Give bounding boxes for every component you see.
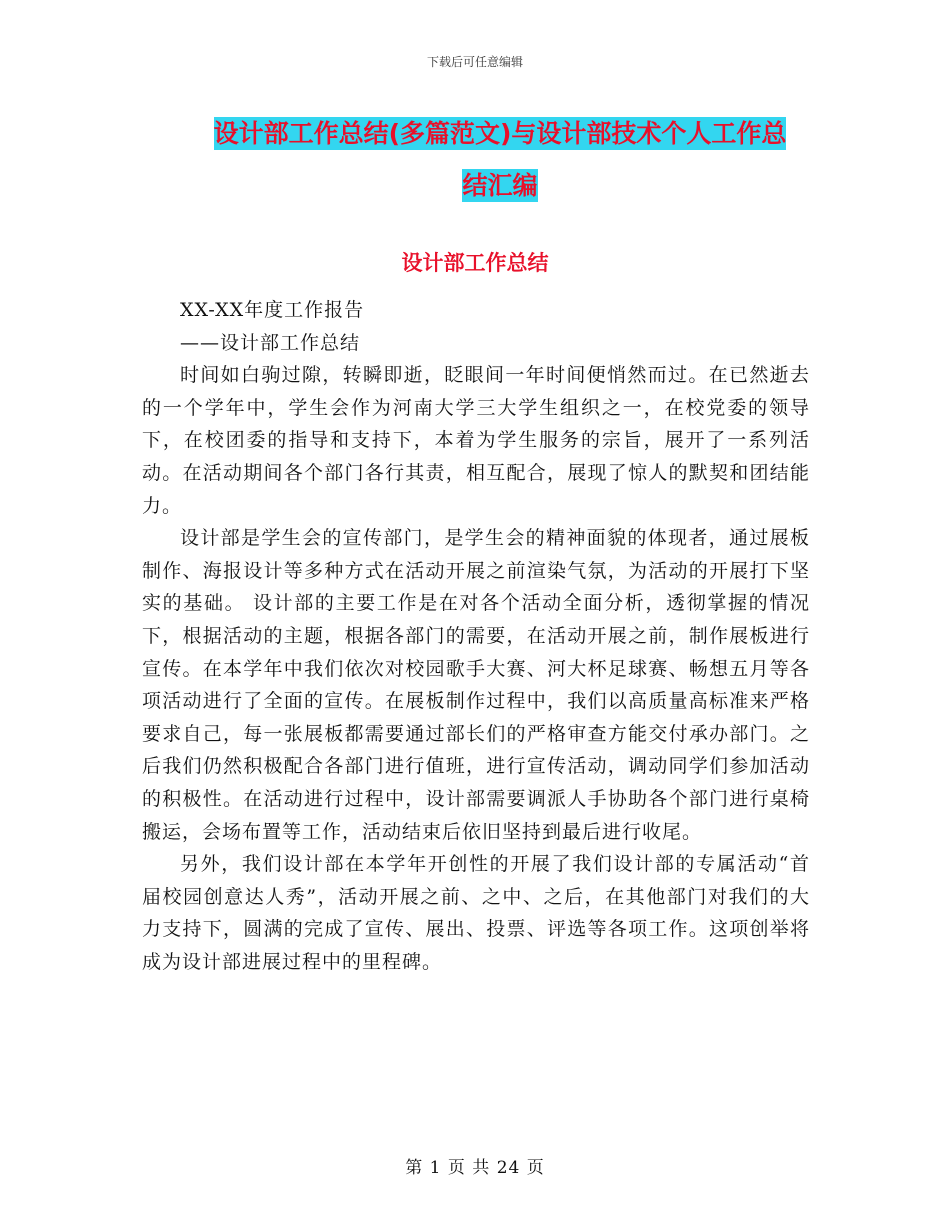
body-paragraph-activity: 另外，我们设计部在本学年开创性的开展了我们设计部的专属活动“首届校园创意达人秀”，活动开展之前、之中、之后，在其他部门对我们的大力支持下，圆满的完成了宣传、展出、投票、评选等各项工作。这项创举将成为设计部进展过程中的里程碑。 [142, 853, 810, 973]
report-subtitle-line: XX-XX年度工作报告 [180, 299, 365, 321]
document-title-line-1: 设计部工作总结(多篇范文)与设计部技术个人工作总 [213, 119, 787, 148]
section-title: 设计部工作总结 [401, 251, 549, 275]
body-paragraph-duties: 设计部是学生会的宣传部门，是学生会的精神面貌的体现者，通过展板制作、海报设计等多种方式在活动开展之前渲染气氛，为活动的开展打下坚实的基础。 设计部的主要工作是在对各个活动全面分析，透彻掌握的情况下，根据活动的主题，根据各部门的需要，在活动开展之前，制作展板进行宣传。在本学年中我们依次对校园歌手大赛、河大杯足球赛、畅想五月等各项活动进行了全面的宣传。在展板制作过程中，我们以高质量高标准来严格要求自己，每一张展板都需要通过部长们的严格审查方能交付承办部门。之后我们仍然积极配合各部门进行值班，进行宣传活动，调动同学们参加活动的积极性。在活动进行过程中，设计部需要调派人手协助各个部门进行桌椅搬运，会场布置等工作，活动结束后依旧坚持到最后进行收尾。 [142, 527, 810, 843]
document-title-line-2: 结汇编 [462, 171, 538, 200]
page-number: 第 1 页 共 24 页 [405, 1158, 545, 1178]
page-header-note: 下载后可任意编辑 [426, 55, 523, 69]
document-title [160, 108, 840, 212]
document-body [142, 294, 810, 978]
report-dept-line: ——设计部工作总结 [180, 331, 361, 354]
body-paragraph-intro: 时间如白驹过隙，转瞬即逝，眨眼间一年时间便悄然而过。在已然逝去的一个学年中，学生会作为河南大学三大学生组织之一，在校党委的领导下，在校团委的指导和支持下，本着为学生服务的宗旨，展开了一系列活动。在活动期间各个部门各行其责，相互配合，展现了惊人的默契和团结能力。 [142, 364, 810, 517]
